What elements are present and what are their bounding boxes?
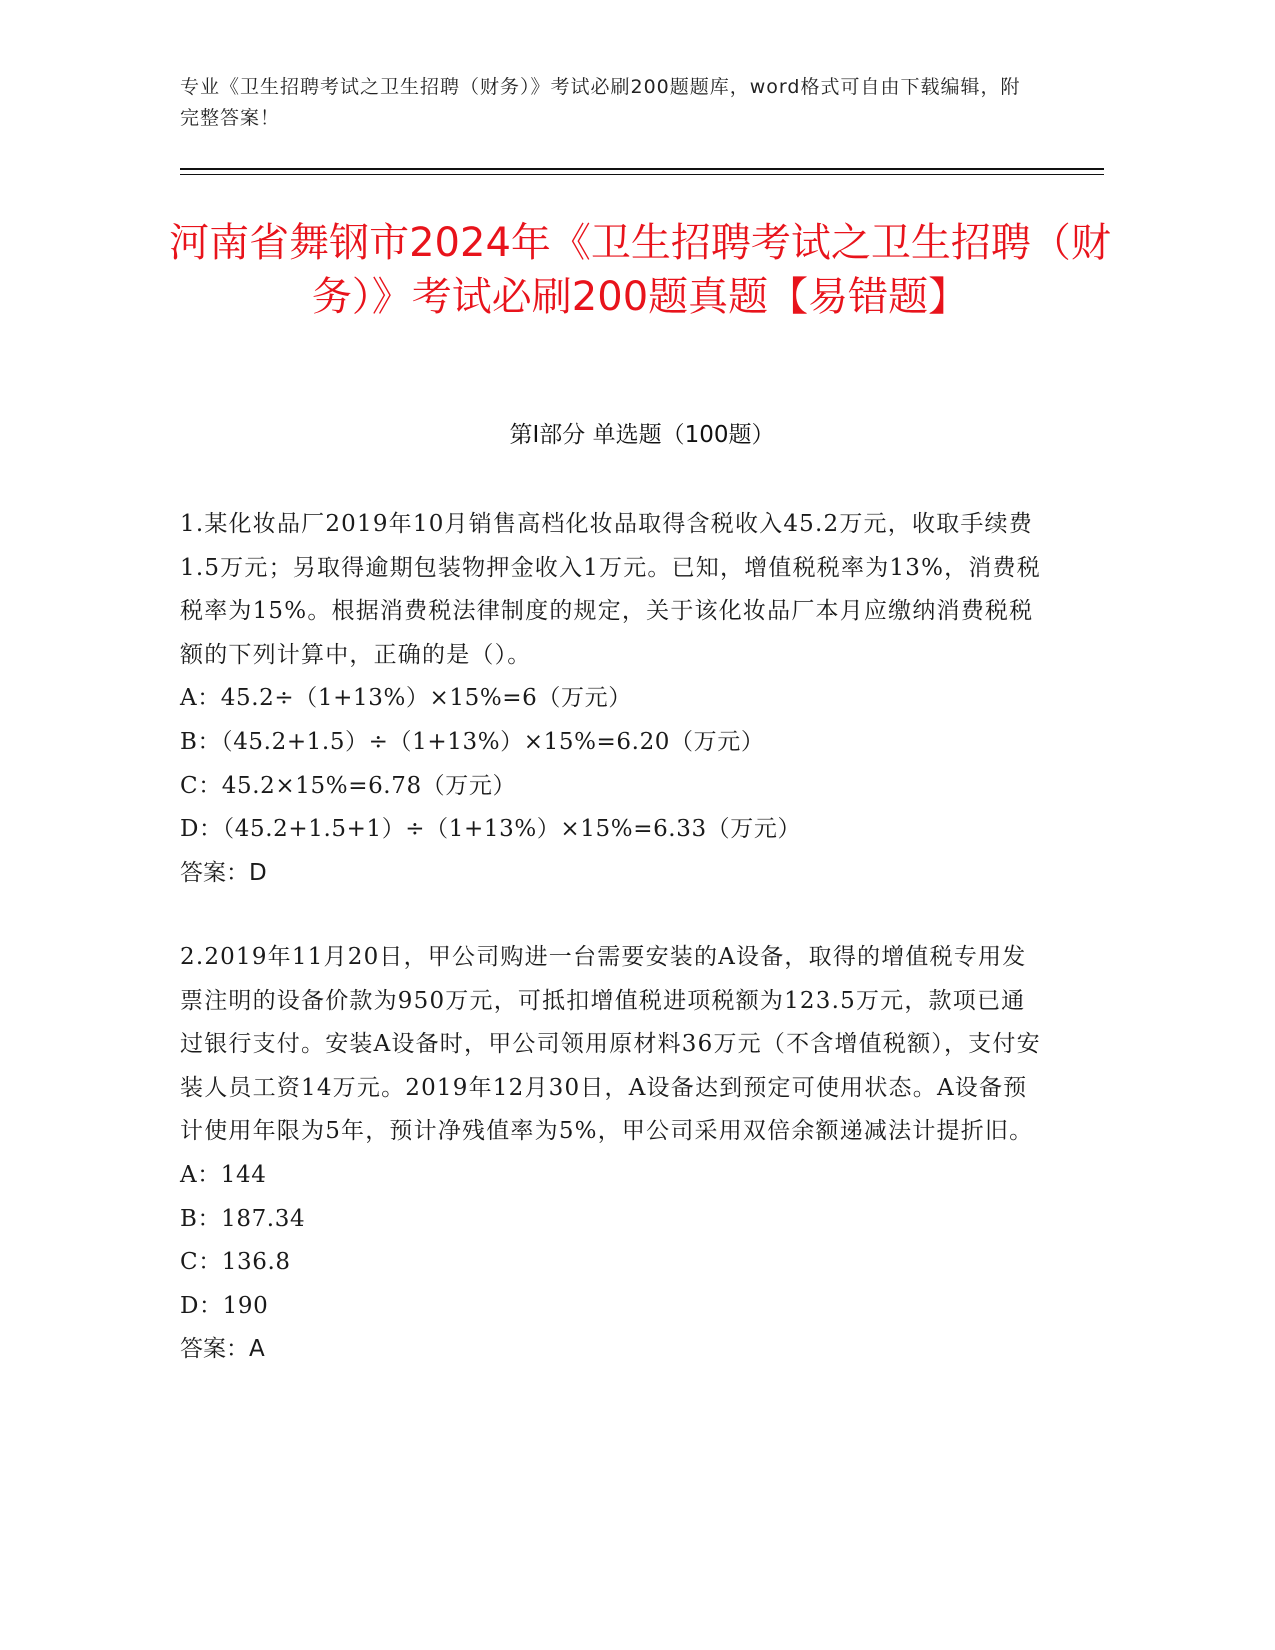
option-c: C：45.2×15%=6.78（万元） <box>180 772 517 799</box>
option-a: A：45.2÷（1+13%）×15%=6（万元） <box>180 685 632 712</box>
header-divider-thin <box>180 174 1104 175</box>
question-stem: 1.某化妆品厂2019年10月销售高档化妆品取得含税收入45.2万元，收取手续费1.5万元；另取得逾期包装物押金收入1万元。已知，增值税税率为13%，消费税税率为15%。根据消费税法律制度的规定，关于该化妆品厂本月应缴纳消费税税额的下列计算中，正确的是（）。 <box>180 511 1041 668</box>
option-d: D：（45.2+1.5+1）÷（1+13%）×15%=6.33（万元） <box>180 816 802 843</box>
question-stem: 2.2019年11月20日，甲公司购进一台需要安装的A设备，取得的增值税专用发票注明的设备价款为950万元，可抵扣增值税进项税额为123.5万元，款项已通过银行支付。安装A设备时，甲公司领用原材料36万元（不含增值税额），支付安装人员工资14万元。2019年12月30日，A设备达到预定可使用状态。A设备预计使用年限为5年，预计净残值率为5%，甲公司采用双倍余额递减法计提折旧。 <box>180 944 1041 1145</box>
answer-label: 答案：D <box>180 859 267 886</box>
section-title: 第Ⅰ部分 单选题（100题） <box>509 422 775 448</box>
option-a: A：144 <box>180 1161 267 1188</box>
document-title: 河南省舞钢市2024年《卫生招聘考试之卫生招聘（财务）》考试必刷200题真题【易错题】 <box>169 220 1111 320</box>
option-b: B：（45.2+1.5）÷（1+13%）×15%=6.20（万元） <box>180 728 765 755</box>
option-b: B：187.34 <box>180 1205 306 1232</box>
option-c: C：136.8 <box>180 1249 291 1276</box>
answer-label: 答案：A <box>180 1336 265 1363</box>
question-1 <box>180 503 1042 895</box>
question-2 <box>180 936 1042 1372</box>
header-note: 专业《卫生招聘考试之卫生招聘（财务）》考试必刷200题题库，word格式可自由下载编辑，附完整答案！ <box>180 76 1021 129</box>
option-d: D：190 <box>180 1292 269 1319</box>
header-divider-thick <box>180 168 1104 170</box>
